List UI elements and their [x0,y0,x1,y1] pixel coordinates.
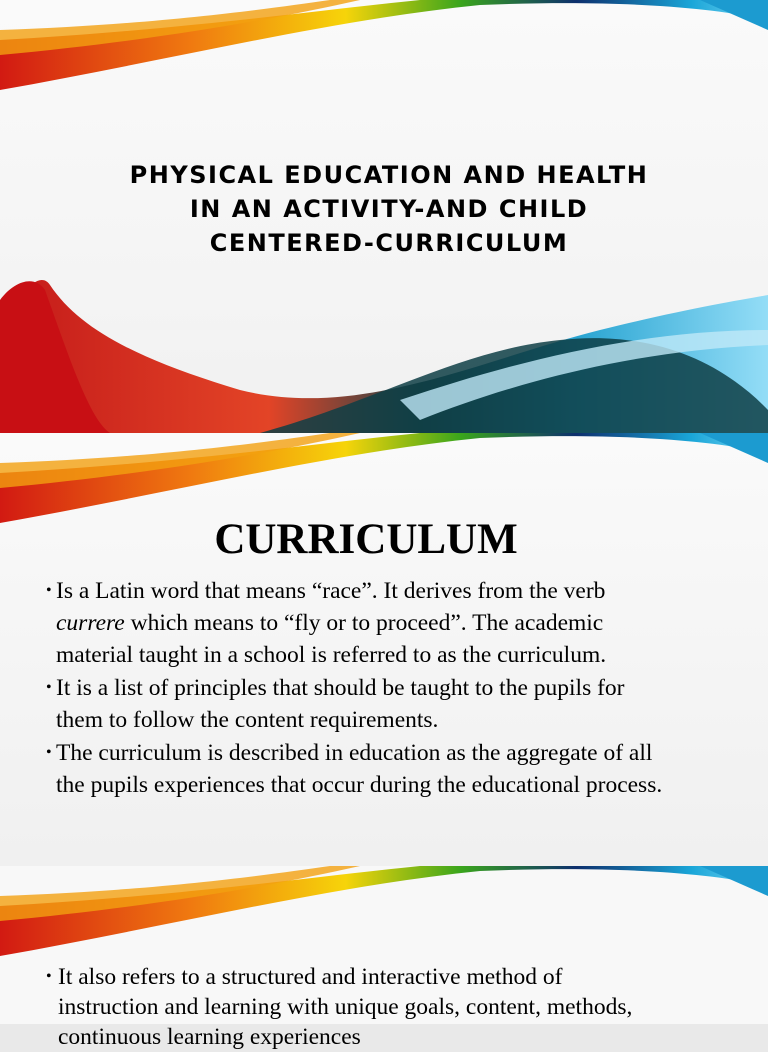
bullet-line: continuous learning experiences [58,1024,361,1050]
bullet-line: • The curriculum is described in education as the aggregate of all [56,740,653,766]
italic-term: currere [56,610,125,636]
bullet-line [56,607,748,639]
slide-heading: CURRICULUM [214,516,518,563]
bullet-line: • It also refers to a structured and interactive method of [58,964,563,990]
bullet-item [48,962,758,1052]
bullet-line: the pupils experiences that occur during the educational process. [56,772,663,798]
bullet-item [48,575,748,671]
bullet-item [48,672,748,736]
bullet-line: instruction and learning with unique goals, content, methods, [58,994,633,1020]
title-line: PHYSICAL EDUCATION AND HEALTH [129,161,649,189]
bullet-line-text: which means to “fly or to proceed”. The academic [130,610,604,636]
slide-title [80,158,698,260]
continuation-slide [0,866,768,1050]
bullet-line: them to follow the content requirements. [56,707,439,733]
bullet-line: material taught in a school is referred to as the curriculum. [56,642,607,668]
curriculum-slide [0,433,768,866]
bullet-line: • It is a list of principles that should be taught to the pupils for [56,675,625,701]
title-line: IN AN ACTIVITY-AND CHILD [189,195,589,223]
bullet-item [48,737,748,801]
bullet-list [48,962,758,1052]
title-slide [0,0,768,433]
bullet-line: • Is a Latin word that means “race”. It derives from the verb [56,578,606,604]
decorative-swoosh [0,866,768,966]
bullet-list [48,575,748,802]
title-line: CENTERED-CURRICULUM [209,229,569,257]
